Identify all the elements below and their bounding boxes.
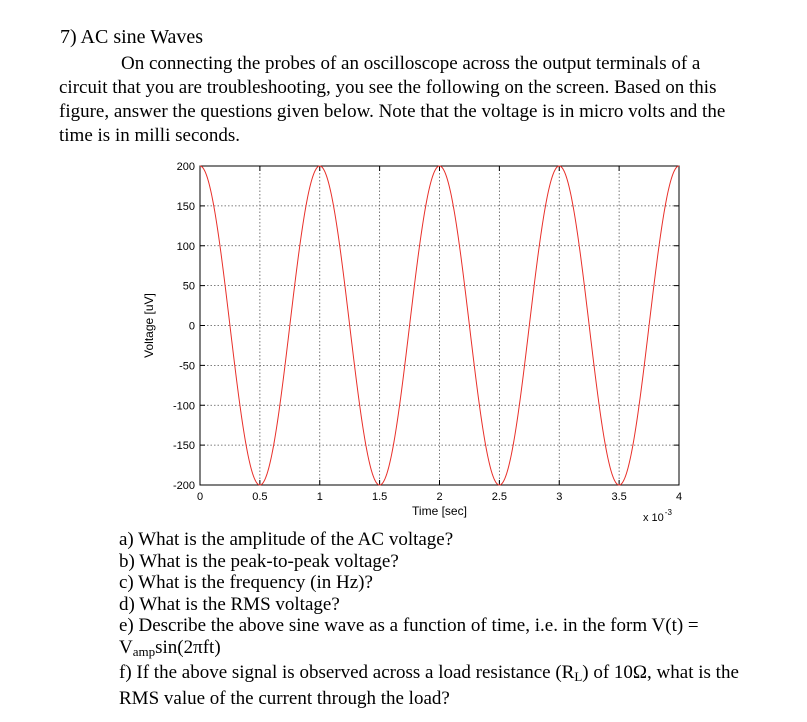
vamp-rest: sin(2πft) (155, 636, 221, 658)
y-tick-label: -100 (172, 400, 195, 413)
vamp-subscript: amp (132, 643, 156, 659)
x-tick-label: 4 (675, 491, 683, 503)
x-tick-label: 2 (436, 491, 443, 503)
question-f-line1 (119, 662, 739, 688)
intro-line: circuit that you are troubleshooting, you see the following on the screen. Based on this (59, 77, 717, 98)
question-f-line2: RMS value of the current through the load? (119, 687, 450, 709)
y-tick-label: 50 (182, 280, 195, 293)
intro-line: figure, answer the questions given below. Note that the voltage is in micro volts and the (59, 101, 726, 122)
x-tick-label: 0 (196, 491, 204, 503)
intro-line: time is in milli seconds. (59, 125, 241, 146)
f-text-a: f) If the above signal is observed across a load resistance (R (119, 662, 575, 683)
y-tick-label: 100 (176, 240, 195, 253)
x-multiplier-label (643, 508, 672, 524)
question-c: c) What is the frequency (in Hz)? (119, 572, 373, 593)
question-e-line1: e) Describe the above sine wave as a function of time, i.e. in the form V(t) = (119, 615, 699, 636)
question-a: a) What is the amplitude of the AC voltage? (119, 529, 454, 550)
question-e-line2 (119, 637, 739, 663)
y-tick-label: 150 (176, 200, 195, 213)
x-tick-label: 2.5 (491, 491, 508, 503)
y-axis-label: Voltage [uV] (142, 293, 156, 358)
y-tick-label: -200 (172, 480, 195, 492)
intro-line: On connecting the probes of an oscilloscope across the output terminals of a (121, 53, 701, 74)
x-multiplier-exponent: -3 (664, 508, 672, 517)
chart-grid (200, 166, 679, 485)
question-d: d) What is the RMS voltage? (119, 593, 340, 615)
x-tick-label: 0.5 (252, 491, 268, 503)
y-tick-label: -50 (179, 360, 195, 373)
x-multiplier-base: x 10 (643, 512, 664, 524)
question-title: 7) AC sine Waves (60, 26, 204, 48)
x-axis-label: Time [sec] (412, 504, 467, 518)
question-list (119, 529, 739, 709)
y-tick-label: 200 (176, 161, 195, 173)
x-tick-label: 1.5 (371, 491, 388, 503)
x-tick-label: 1 (316, 491, 323, 503)
x-tick-label: 3.5 (611, 491, 627, 503)
question-b: b) What is the peak-to-peak voltage? (119, 550, 399, 572)
y-tick-labels (173, 161, 195, 492)
y-tick-label: 0 (188, 320, 195, 333)
vamp-v: V (119, 636, 133, 658)
x-tick-label: 3 (556, 491, 563, 503)
y-tick-label: -150 (172, 440, 195, 453)
rl-subscript: L (574, 669, 583, 684)
f-text-b: ) of 10Ω, what is the (582, 662, 739, 683)
x-tick-labels (197, 491, 682, 503)
